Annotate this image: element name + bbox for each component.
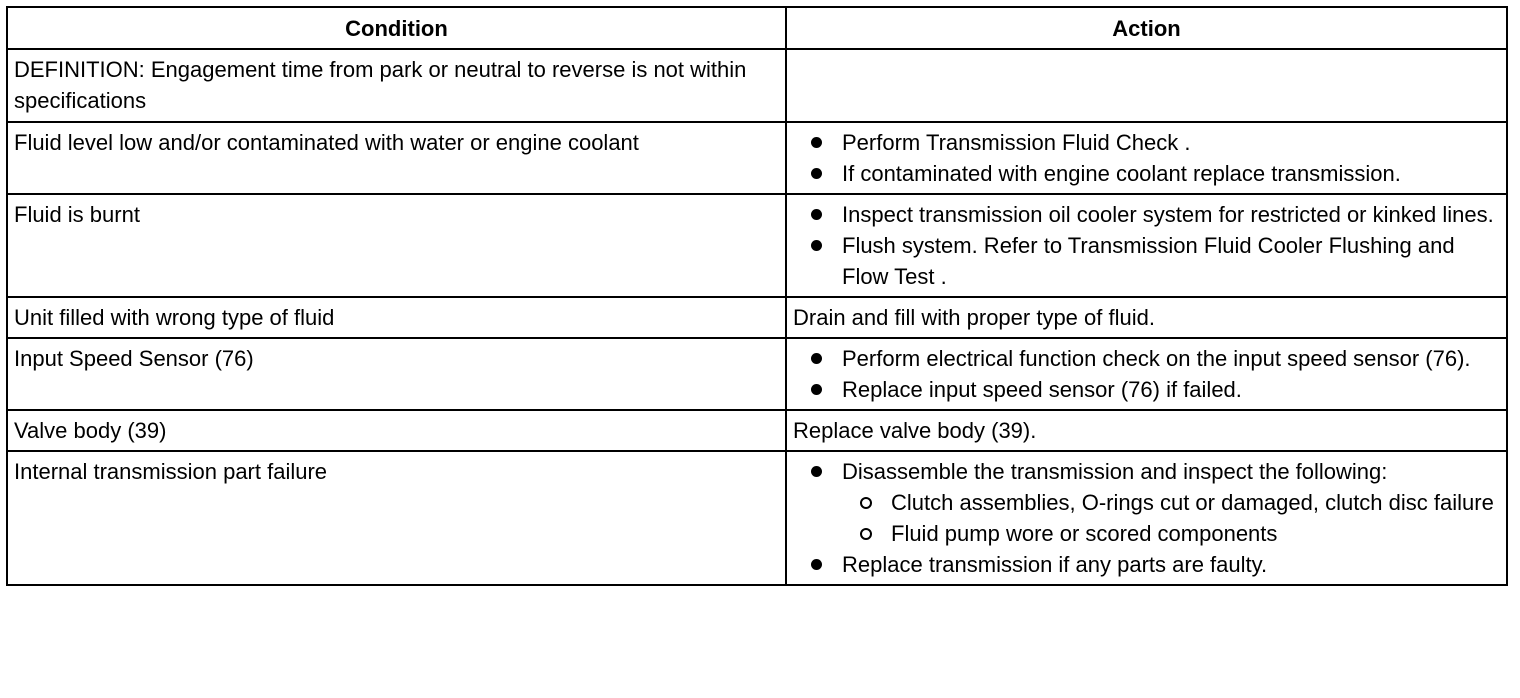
condition-cell: Input Speed Sensor (76) bbox=[7, 338, 786, 410]
action-list bbox=[793, 127, 1500, 189]
table-row bbox=[7, 338, 1507, 410]
action-item: Perform electrical function check on the input speed sensor (76). bbox=[793, 343, 1500, 374]
action-cell: Replace valve body (39). bbox=[786, 410, 1507, 451]
diagnostic-table bbox=[6, 6, 1508, 586]
definition-action-empty bbox=[786, 49, 1507, 122]
table-row bbox=[7, 410, 1507, 451]
sub-action-item: Fluid pump wore or scored components bbox=[842, 518, 1500, 549]
action-list bbox=[793, 199, 1500, 292]
action-cell bbox=[786, 122, 1507, 194]
condition-cell: Fluid is burnt bbox=[7, 194, 786, 297]
condition-cell: Unit filled with wrong type of fluid bbox=[7, 297, 786, 338]
action-item bbox=[793, 456, 1500, 549]
definition-text: DEFINITION: Engagement time from park or neutral to reverse is not within specifications bbox=[7, 49, 786, 122]
sub-action-list bbox=[842, 487, 1500, 549]
header-row bbox=[7, 7, 1507, 49]
table-row bbox=[7, 451, 1507, 585]
action-cell bbox=[786, 451, 1507, 585]
sub-action-item: Clutch assemblies, O-rings cut or damaged, clutch disc failure bbox=[842, 487, 1500, 518]
diagnostic-table-container bbox=[6, 6, 1508, 586]
condition-cell: Fluid level low and/or contaminated with water or engine coolant bbox=[7, 122, 786, 194]
action-item: Flush system. Refer to Transmission Fluid Cooler Flushing and Flow Test . bbox=[793, 230, 1500, 292]
action-list bbox=[793, 456, 1500, 580]
action-list bbox=[793, 343, 1500, 405]
definition-row bbox=[7, 49, 1507, 122]
action-item: Inspect transmission oil cooler system for restricted or kinked lines. bbox=[793, 199, 1500, 230]
table-row bbox=[7, 122, 1507, 194]
action-cell: Drain and fill with proper type of fluid. bbox=[786, 297, 1507, 338]
action-item: Replace transmission if any parts are faulty. bbox=[793, 549, 1500, 580]
action-cell bbox=[786, 338, 1507, 410]
condition-header: Condition bbox=[7, 7, 786, 49]
table-row bbox=[7, 297, 1507, 338]
action-item-text: Disassemble the transmission and inspect the following: bbox=[842, 459, 1388, 484]
condition-cell: Internal transmission part failure bbox=[7, 451, 786, 585]
action-item: Perform Transmission Fluid Check . bbox=[793, 127, 1500, 158]
action-cell bbox=[786, 194, 1507, 297]
action-item: Replace input speed sensor (76) if failed. bbox=[793, 374, 1500, 405]
action-item: If contaminated with engine coolant replace transmission. bbox=[793, 158, 1500, 189]
action-header: Action bbox=[786, 7, 1507, 49]
condition-cell: Valve body (39) bbox=[7, 410, 786, 451]
table-row bbox=[7, 194, 1507, 297]
